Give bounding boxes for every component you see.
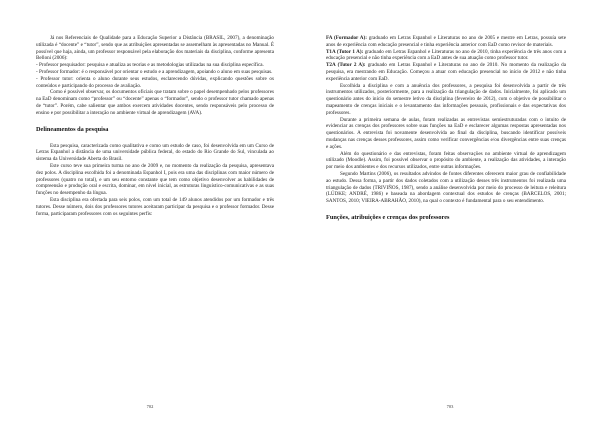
page-number: 702 xyxy=(146,404,154,409)
profile-text: graduado em Letras Espanhol e Literaturas no ano de 2010. No momento da realização da pesquisa, era mestrando em Educação. Começou a atuar com educação presencial no início de 2012 e não tinha experiência anterior com EaD. xyxy=(326,62,566,82)
section-heading: Delineamentos da pesquisa xyxy=(36,125,109,133)
profile-text: graduado em Letras Espanhol e Literaturas no ano de 2005 e mestre em Letras, possuía sete anos de experiência com educação presencial e tinha experiência anterior com EaD como revisor de materiais. xyxy=(326,35,566,48)
profile-t1a xyxy=(326,49,566,63)
list-item-professor-formador: - Professor formador: é o responsável por orientar o estudo e a aprendizagem, apoiando o aluno em suas pesquisas. xyxy=(36,68,273,75)
paragraph: Escolhida a disciplina e com a anuência dos professores, a pesquisa foi desenvolvida a partir de três instrumentos utilizados, posteriormente, para a realização da triangulação de dados. Inicialmente, foi aplicado um questionário antes do início do semestre letivo da disciplina (fevereiro de 2012), com o objetivo de possibilitar o mapeamento de crenças iniciais e o levantamento das informações pessoais, profissionais e das expectativas dos professores. xyxy=(326,82,566,116)
right-page xyxy=(300,0,600,424)
paragraph: Durante a primeira semana de aulas, foram realizadas as entrevistas semiestruturadas com o intuito de evidenciar as crenças dos professores sobre suas funções na EaD e esclarecer algumas respostas apresentadas nos questionários. A entrevista foi novamente desenvolvida ao final da disciplina, buscando identificar possíveis mudanças nas crenças desses professores, assim como verificar convergências e/ou divergências entre suas crenças e ações. xyxy=(326,116,566,150)
profile-fa xyxy=(326,35,566,49)
profile-text: graduado em Letras Espanhol e Literaturas no ano de 2010, tinha experiência de três anos com a educação presencial e não tinha experiência com a EaD antes de sua atuação como professor tutor. xyxy=(326,48,566,62)
paragraph: Já nos Referenciais de Qualidade para a Educação Superior a Distância (BRASIL, 2007), a denominação utilizada é “docente” e “tutor”, sendo que as atribuições apresentadas se assemelham às apresentadas no Manual. É possível que haja, ainda, um professor responsável pela elaboração dos materiais da disciplina, conforme apresenta Belloni (2006): xyxy=(36,35,274,62)
list-item-professor-tutor: - Professor tutor: orienta o aluno durante seus estudos, esclarecendo dúvidas, explicando questões sobre os conteúdos e participando do processo de avaliação. xyxy=(36,75,274,89)
right-page-body xyxy=(326,35,566,221)
page-number: 703 xyxy=(446,404,454,409)
paragraph: Segundo Martins (2006), os resultados advindos de fontes diferentes oferecem maior grau de confiabilidade ao estudo. Dessa forma, a partir dos dados coletados com a utilização desses três instrumentos foi realizada uma triangulação de dados (TRIVIÑOS, 1987), sendo a análise desenvolvida por meio do processo de leitura e releitura (LÜDKE; ANDRÉ, 1986) e baseada na abordagem contextual dos estudos de crenças (BARCELOS, 2001; SANTOS, 2010; VIEIRA-ABRAHÃO, 2010), na qual o contexto é fundamental para o seu entendimento. xyxy=(326,170,566,205)
profile-lead: T2A (Tutor 2 A): xyxy=(326,62,366,69)
profile-t2a xyxy=(326,62,566,82)
section-heading: Funções, atribuições e crenças dos professores xyxy=(326,213,450,221)
paragraph: Esta disciplina era ofertada para seis polos, com um total de 149 alunos atendidos por um formador e três tutores. Desse número, dois dos professores tutores aceitaram participar da pesquisa e o professor formador. Desse forma, participaram professores com os seguintes perfis: xyxy=(36,196,274,217)
left-page-body xyxy=(36,35,274,217)
profile-lead: FA (Formador A): xyxy=(326,35,367,41)
profile-lead: T1A (Tutor 1 A): xyxy=(326,48,364,55)
paragraph: Além do questionário e das entrevistas, foram feitas observações no ambiente virtual de aprendizagem utilizado (Moodle). Assim, foi possível observar o propósito do ambiente, a realização das atividades, a interação por meio dos ambientes e dos recursos utilizados, entre outras informações. xyxy=(326,150,566,171)
paragraph: Este curso teve sua primeira turma no ano de 2009 e, no momento da realização da pesquisa, apresentava dez polos. A disciplina escolhida foi a denominada Espanhol I, pois era uma das disciplinas com maior número de professores (quatro no total), e um seu entorno constante que tem como objetivo desenvolver as habilidades de compreensão e produção oral e escrita, dominar, em nível inicial, as estruturas linguístico-comunicativas e as suas funções no desempenho da língua. xyxy=(36,162,274,197)
list-item-professor-pesquisador: - Professor pesquisador: pesquisa e atualiza as teorias e as metodologias utilizadas na sua disciplina específica. xyxy=(36,62,264,69)
paragraph: Esta pesquisa, caracterizada como qualitativa e como um estudo de caso, foi desenvolvida em um Curso de Letras Espanhol a distância de uma universidade pública federal, do estado do Rio Grande do Sul, vinculada ao sistema da Universidade Aberta do Brasil. xyxy=(36,142,274,163)
paragraph: Como é possível observar, os documentos oficiais que tratam sobre o papel desempenhado pelos professores na EaD denominam como “professor” ou “docente” apenas o “formador”, sendo o professor tutor chamado apenas de “tutor”. Porém, cabe salientar que ambos exercem atividades docentes, sendo responsáveis pelo processo de ensino e por possibilitar a interação no ambiente virtual de aprendizagem (AVA). xyxy=(36,89,274,116)
